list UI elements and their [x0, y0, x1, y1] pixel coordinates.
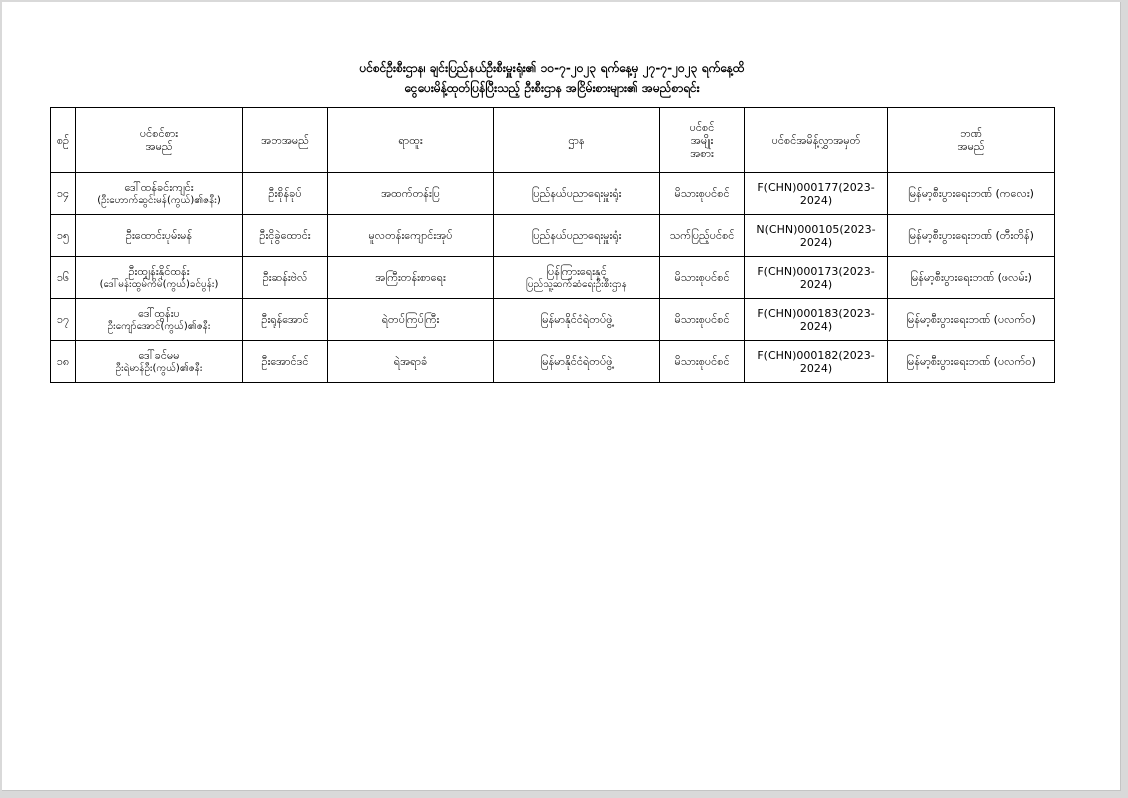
- cell-pension-type: မိသားစုပင်စင်: [660, 341, 745, 383]
- document-title-line1: ပင်စင်ဦးစီးဌာန၊ ချင်းပြည်နယ်ဦးစီးမှူးရုံး၏ ၁၀-၇-၂၀၂၃ ရက်နေ့မှ ၂၇-၇-၂၀၂၃ ရက်နေ့ထိ: [359, 61, 745, 75]
- cell-no: ၁၄: [51, 173, 76, 215]
- cell-order-number: F(CHN)000173(2023-2024): [745, 257, 888, 299]
- cell-father-name: ဦးဆန်းဗဲလ်: [243, 257, 328, 299]
- cell-bank: မြန်မာ့စီးပွားရေးဘဏ် (ပလက်ဝ): [888, 299, 1055, 341]
- cell-bank: မြန်မာ့စီးပွားရေးဘဏ် (ဖလမ်း): [888, 257, 1055, 299]
- header-bank: ဘဏ် အမည်: [888, 108, 1055, 173]
- table-row: [51, 173, 1055, 215]
- cell-pension-type: မိသားစုပင်စင်: [660, 173, 745, 215]
- cell-position: အထက်တန်းပြ: [328, 173, 494, 215]
- cell-pensioner-name: ဦးထောင်းပုမ်းမန်: [76, 215, 243, 257]
- cell-position: ရဲတပ်ကြပ်ကြီး: [328, 299, 494, 341]
- table-row: [51, 341, 1055, 383]
- cell-pensioner-name: ဒေါ်ထွန်းပ ဦးကျော်အောင်(ကွယ်)၏ဇနီး: [76, 299, 243, 341]
- cell-position: အကြီးတန်းစာရေး: [328, 257, 494, 299]
- cell-no: ၁၆: [51, 257, 76, 299]
- cell-department: ပြန်ကြားရေးနှင့် ပြည်သူ့ဆက်ဆံရေးဦးစီးဌာန: [494, 257, 660, 299]
- cell-father-name: ဦးရုန်အောင်: [243, 299, 328, 341]
- table-row: [51, 299, 1055, 341]
- document-page: [2, 2, 1121, 791]
- cell-father-name: ဦးငိုခွဲထောင်း: [243, 215, 328, 257]
- cell-department: မြန်မာနိုင်ငံရဲတပ်ဖွဲ့: [494, 341, 660, 383]
- cell-bank: မြန်မာ့စီးပွားရေးဘဏ် (ကလေး): [888, 173, 1055, 215]
- cell-father-name: ဦးစိုန်ခုပ်: [243, 173, 328, 215]
- table-row: [51, 257, 1055, 299]
- cell-pensioner-name: ဒေါ်ခင်မမ ဦးရဲမာန်ဦး(ကွယ်)၏ဇနီး: [76, 341, 243, 383]
- cell-position: မူလတန်းကျောင်းအုပ်: [328, 215, 494, 257]
- header-position: ရာထူး: [328, 108, 494, 173]
- cell-pensioner-name: ဒေါ်ထန်ခင်းကျင်း (ဦးဟောက်ဆွင်းမန်(ကွယ်)၏ဇနီး): [76, 173, 243, 215]
- cell-bank: မြန်မာ့စီးပွားရေးဘဏ် (တီးတိန်): [888, 215, 1055, 257]
- cell-department: ပြည်နယ်ပညာရေးမှူးရုံး: [494, 215, 660, 257]
- cell-position: ရဲအရာခံ: [328, 341, 494, 383]
- header-pension-type: ပင်စင် အမျိုး အစား: [660, 108, 745, 173]
- cell-order-number: F(CHN)000177(2023-2024): [745, 173, 888, 215]
- header-department: ဌာန: [494, 108, 660, 173]
- pensioner-table: [50, 107, 1055, 383]
- cell-pension-type: မိသားစုပင်စင်: [660, 257, 745, 299]
- cell-father-name: ဦးအောင်ဒင်: [243, 341, 328, 383]
- document-title-line2: ငွေပေးမိန့်ထုတ်ပြန်ပြီးသည့် ဦးစီးဌာန အငြိမ်းစားများ၏ အမည်စာရင်း: [404, 81, 700, 95]
- cell-pension-type: သက်ပြည့်ပင်စင်: [660, 215, 745, 257]
- cell-pensioner-name: ဦးထျှန်းနိုင်ထန်း (ဒေါ်မန်းထွမ်ကိမ်(ကွယ်)ခင်ပွန်း): [76, 257, 243, 299]
- cell-pension-type: မိသားစုပင်စင်: [660, 299, 745, 341]
- table-row: [51, 215, 1055, 257]
- cell-order-number: N(CHN)000105(2023-2024): [745, 215, 888, 257]
- cell-no: ၁၈: [51, 341, 76, 383]
- cell-order-number: F(CHN)000183(2023-2024): [745, 299, 888, 341]
- header-pensioner-name: ပင်စင်စား အမည်: [76, 108, 243, 173]
- table-header-row: [51, 108, 1055, 173]
- cell-department: မြန်မာနိုင်ငံရဲတပ်ဖွဲ့: [494, 299, 660, 341]
- header-father-name: အဘအမည်: [243, 108, 328, 173]
- cell-department: ပြည်နယ်ပညာရေးမှူးရုံး: [494, 173, 660, 215]
- header-order-number: ပင်စင်အမိန့်လွှာအမှတ်: [745, 108, 888, 173]
- cell-bank: မြန်မာ့စီးပွားရေးဘဏ် (ပလက်ဝ): [888, 341, 1055, 383]
- header-no: စဉ်: [51, 108, 76, 173]
- cell-no: ၁၅: [51, 215, 76, 257]
- cell-order-number: F(CHN)000182(2023-2024): [745, 341, 888, 383]
- cell-no: ၁၇: [51, 299, 76, 341]
